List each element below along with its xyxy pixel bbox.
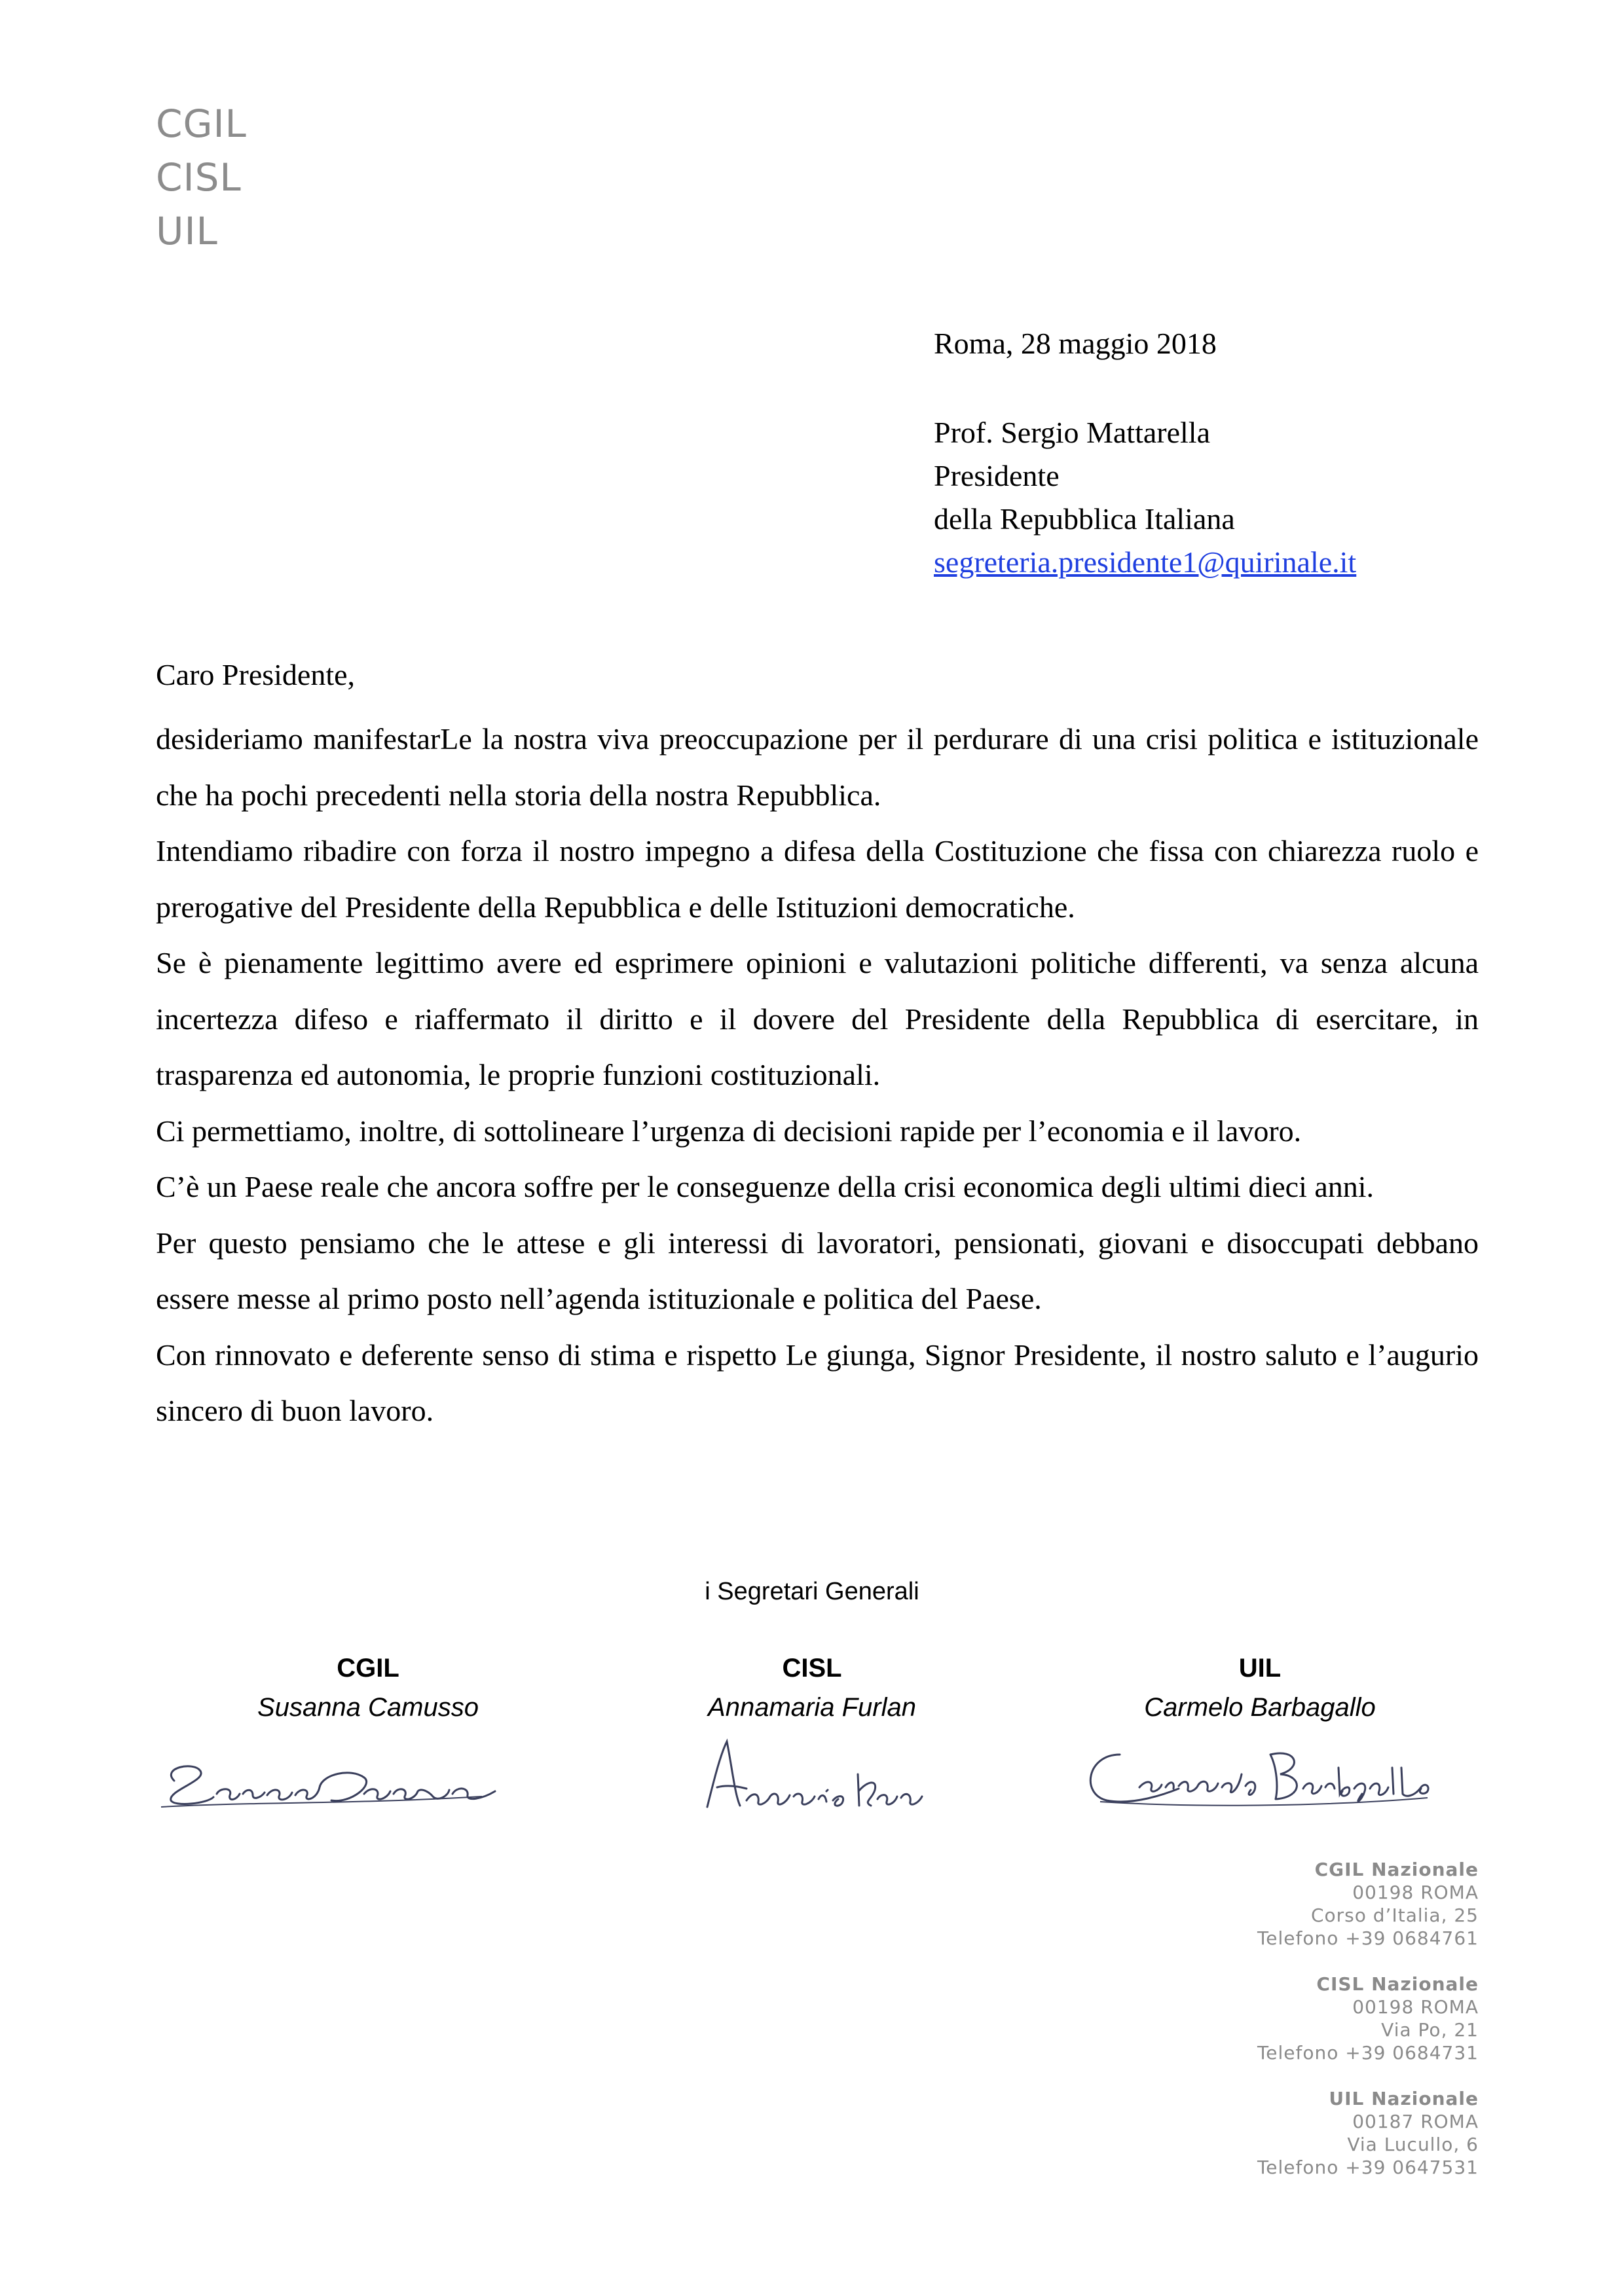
recipient-institution: della Repubblica Italiana [934,502,1235,536]
signatory-org: CGIL [337,1654,399,1683]
signature-furlan-image [681,1728,930,1827]
signatory-org: CISL [782,1654,842,1683]
address-uil [1257,2087,1479,2179]
address-cap: 00198 ROMA [1352,1996,1479,2018]
letter-date: Roma, 28 maggio 2018 [934,327,1217,360]
paragraph: Con rinnovato e deferente senso di stima e rispetto Le giunga, Signor Presidente, il nostro saluto e l’augurio sincero di buon lavoro. [156,1338,1479,1427]
signatory-cgil [139,1649,597,1727]
paragraph: Per questo pensiamo che le attese e gli interessi di lavoratori, pensionati, giovani e disoccupati debbano essere messe al primo posto nell’agenda istituzionale e politica del Paese. [156,1226,1479,1315]
paragraph: Intendiamo ribadire con forza il nostro impegno a difesa della Costituzione che fissa con chiarezza ruolo e prerogative del Presidente della Repubblica e delle Istituzioni democratiche. [156,834,1479,924]
signatory-cisl [583,1649,1041,1727]
address-title: CGIL Nazionale [1314,1859,1479,1880]
address-phone: Telefono +39 0684731 [1257,2042,1479,2064]
recipient-block [934,411,1356,584]
letterhead-logo [156,97,247,258]
paragraph: C’è un Paese reale che ancora soffre per le conseguenze della crisi economica degli ultimi dieci anni. [156,1170,1375,1203]
address-cisl [1257,1973,1479,2064]
letter-body [156,711,1479,1439]
signatory-name: Carmelo Barbagallo [1144,1693,1376,1722]
signatory-name: Annamaria Furlan [708,1693,916,1722]
address-phone: Telefono +39 0647531 [1257,2157,1479,2178]
recipient-title: Presidente [934,459,1060,492]
paragraph: Se è pienamente legittimo avere ed esprimere opinioni e valutazioni politiche differenti, va senza alcuna incertezza difeso e riaffermato il diritto e il dovere del Presidente della Repubblica di esercitare, in trasparenza ed autonomia, le proprie funzioni costituzionali. [156,946,1479,1091]
paragraph: Ci permettiamo, inoltre, di sottolineare l’urgenza di decisioni rapide per l’economia e il lavoro. [156,1114,1302,1148]
logo-cisl: CISL [156,155,242,200]
logo-uil: UIL [156,209,218,253]
signatory-org: UIL [1238,1654,1282,1683]
address-phone: Telefono +39 0684761 [1257,1927,1479,1949]
address-cap: 00187 ROMA [1352,2111,1479,2132]
organisation-addresses [1257,1858,1479,2202]
address-cgil [1257,1858,1479,1950]
signature-barbagallo-image [1074,1728,1441,1820]
signatory-name: Susanna Camusso [257,1693,479,1722]
address-cap: 00198 ROMA [1352,1882,1479,1903]
address-street: Via Po, 21 [1381,2019,1479,2041]
recipient-name: Prof. Sergio Mattarella [934,416,1210,449]
address-street: Corso d’Italia, 25 [1310,1904,1479,1926]
salutation: Caro Presidente, [156,658,356,691]
closing-line: i Segretari Generali [705,1578,919,1605]
address-title: CISL Nazionale [1316,1973,1479,1995]
address-street: Via Lucullo, 6 [1347,2134,1479,2155]
logo-cgil: CGIL [156,101,247,146]
signature-camusso-image [155,1741,534,1820]
address-title: UIL Nazionale [1329,2088,1479,2109]
signatory-uil [1031,1649,1489,1727]
paragraph: desideriamo manifestarLe la nostra viva preoccupazione per il perdurare di una crisi politica e istituzionale che ha pochi precedenti nella storia della nostra Repubblica. [156,722,1479,812]
recipient-email-link[interactable]: segreteria.presidente1@quirinale.it [934,545,1357,579]
